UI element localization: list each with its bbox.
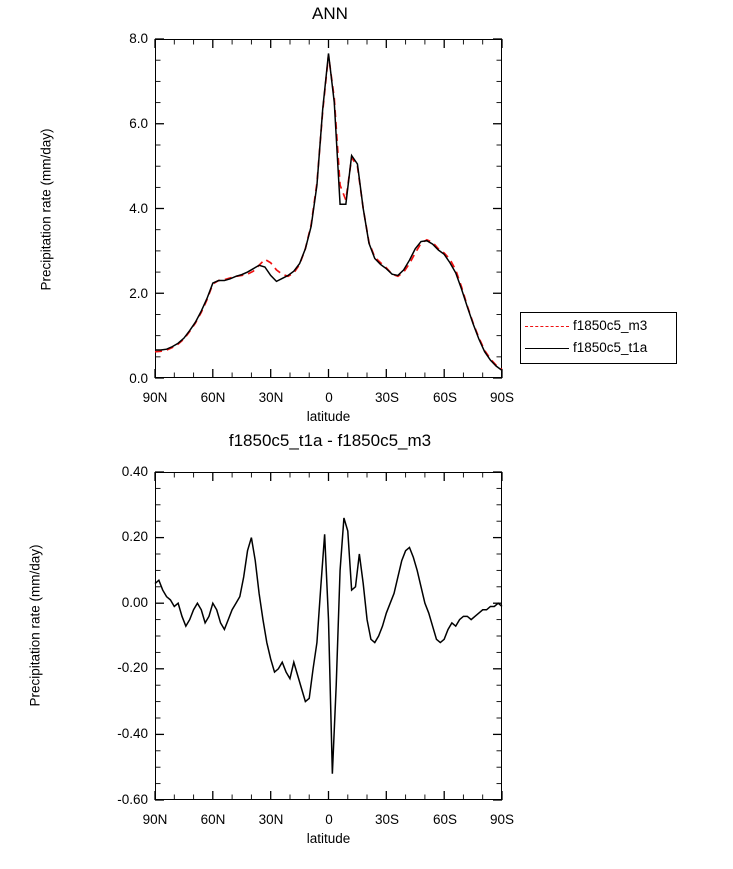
panel2-xtick-0: 0 — [325, 812, 333, 827]
panel1-ytick-6: 6.0 — [129, 116, 148, 131]
panel1-xaxis-label: latitude — [306, 409, 351, 424]
panel2-ytick-m020: -0.20 — [117, 660, 148, 675]
panel2-series-diff — [155, 518, 502, 774]
panel2-xtick-30N: 30N — [258, 812, 284, 827]
panel2-ytick-m040: -0.40 — [117, 726, 148, 741]
panel1-series-m3 — [155, 55, 502, 369]
panel2-xtick-90S: 90S — [489, 812, 515, 827]
panel2-yaxis-label: Precipitation rate (mm/day) — [27, 544, 43, 707]
panel1-xtick-30N: 30N — [258, 390, 284, 405]
legend-swatch-dashed — [525, 326, 569, 327]
panel2-ytick-000: 0.00 — [121, 595, 148, 610]
legend-swatch-solid — [525, 348, 569, 349]
panel2-ytick-040: 0.40 — [121, 464, 148, 479]
panel1-xtick-60N: 60N — [200, 390, 226, 405]
panel1-ytick-4: 4.0 — [129, 201, 148, 216]
legend-label-0: f1850c5_m3 — [573, 318, 648, 333]
panel1-xtick-30S: 30S — [374, 390, 400, 405]
panel1-ytick-0: 0.0 — [129, 371, 148, 386]
panel1-legend — [520, 312, 677, 364]
panel1-xtick-90N: 90N — [142, 390, 168, 405]
panel1-xtick-60S: 60S — [432, 390, 458, 405]
panel2-xtick-30S: 30S — [374, 812, 400, 827]
panel2-xtick-60S: 60S — [432, 812, 458, 827]
legend-label-1: f1850c5_t1a — [573, 340, 648, 355]
panel1-title: ANN — [312, 4, 348, 23]
panel2-xaxis-label: latitude — [306, 831, 351, 846]
panel-diff — [0, 420, 733, 869]
panel2-canvas — [0, 420, 733, 869]
panel2-xtick-90N: 90N — [142, 812, 168, 827]
panel1-ytick-2: 2.0 — [129, 286, 148, 301]
panel1-ytick-8: 8.0 — [129, 31, 148, 46]
panel1-xtick-90S: 90S — [489, 390, 515, 405]
panel-ann — [0, 0, 733, 424]
panel2-xtick-60N: 60N — [200, 812, 226, 827]
panel2-ytick-020: 0.20 — [121, 529, 148, 544]
panel1-xtick-0: 0 — [325, 390, 333, 405]
panel2-ytick-m060: -0.60 — [117, 792, 148, 807]
panel2-title: f1850c5_t1a - f1850c5_m3 — [228, 431, 432, 450]
panel1-series-t1a — [155, 53, 502, 370]
panel1-yaxis-label: Precipitation rate (mm/day) — [38, 128, 54, 291]
